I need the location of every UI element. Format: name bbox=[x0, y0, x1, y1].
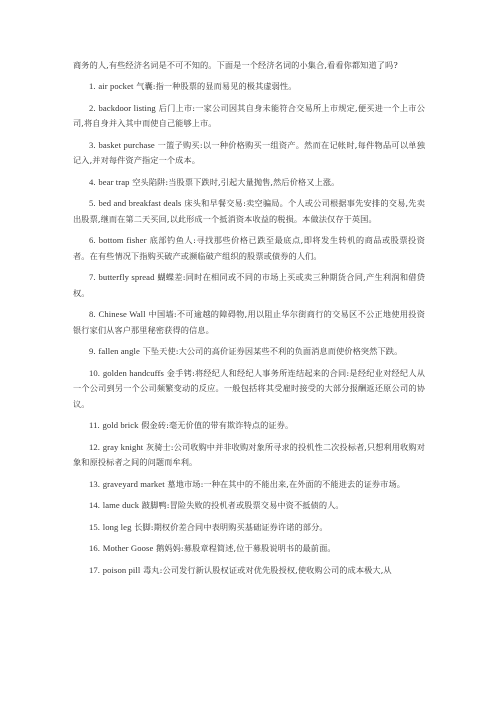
entry-number: 9. bbox=[89, 346, 96, 356]
entry-term: bottom fisher bbox=[98, 235, 147, 245]
entry-number: 7. bbox=[89, 272, 96, 282]
entry-term: golden handcuffs bbox=[102, 367, 164, 378]
entry-definition: 长脚:期权价差合同中表明购买基础证券许诺的部分。 bbox=[134, 521, 328, 532]
entry-number: 4. bbox=[89, 176, 96, 187]
entry-term: graveyard market bbox=[102, 478, 165, 489]
entry-number: 11. bbox=[89, 420, 100, 430]
entry-number: 2. bbox=[89, 102, 96, 113]
glossary-entry bbox=[73, 344, 425, 360]
entry-definition: 灰骑士:公司收购中并非收购对象所寻求的投机性二次投标者,只想利用收购对象和原投标者之间的问题而牟利。 bbox=[73, 441, 425, 467]
glossary-entry bbox=[73, 366, 425, 413]
entry-term: lame duck bbox=[102, 500, 140, 510]
entry-number: 14. bbox=[89, 500, 101, 510]
glossary-entry bbox=[73, 138, 425, 169]
entry-definition: 鹅妈妈:募股章程简述,位于募股说明书的最前面。 bbox=[156, 543, 336, 553]
glossary-entry bbox=[73, 418, 425, 434]
entry-term: poison pill bbox=[102, 564, 141, 575]
entry-term: long leg bbox=[102, 521, 132, 532]
glossary-entry bbox=[73, 520, 425, 536]
intro-paragraph: 商务的人,有些经济名词是不可不知的。下面是一个经济名词的小集合,看看你都知道了吗? bbox=[73, 60, 398, 70]
entry-definition: 中国墙:不可逾越的障碍物,用以阻止华尔街商行的交易区不公正地使用投资银行家们从客户那里秘密获得的信息。 bbox=[73, 309, 426, 335]
entry-definition: 跛脚鸭:冒险失败的投机者或股票交易中资不抵债的人。 bbox=[141, 500, 344, 510]
glossary-entry bbox=[73, 307, 425, 338]
entry-number: 17. bbox=[89, 564, 101, 575]
glossary-entry bbox=[73, 541, 425, 557]
entry-term: air pocket bbox=[98, 81, 134, 91]
entry-definition: 底部钓鱼人:寻找那些价格已跌至最底点,即将发生转机的商品或股票投资者。在有些情况下指购买破产或濒临破产组织的股票或债券的人们。 bbox=[73, 235, 426, 261]
entry-number: 12. bbox=[89, 441, 101, 452]
glossary-entry bbox=[73, 196, 425, 227]
glossary-entry bbox=[73, 498, 425, 514]
entry-term: butterfly spread bbox=[98, 272, 155, 282]
entry-definition: 蝴蝶差:同时在相同或不同的市场上买或卖三种期货合同,产生利润和借贷权。 bbox=[73, 272, 426, 298]
glossary-list bbox=[73, 79, 425, 578]
glossary-entry bbox=[73, 101, 425, 132]
entry-definition: 金手铐:将经纪人和经纪人事务所连结起来的合同:是经纪业对经纪人从一个公司到另一个公司频繁变动的反应。一般包括将其受雇时接受的大部分报酬返还原公司的协议。 bbox=[73, 367, 426, 409]
entry-number: 8. bbox=[89, 309, 96, 319]
entry-definition: 假金砖:毫无价值的带有欺诈特点的证券。 bbox=[141, 420, 294, 430]
entry-number: 5. bbox=[89, 198, 96, 208]
entry-term: bear trap bbox=[98, 176, 130, 187]
glossary-entry bbox=[73, 477, 425, 493]
entry-number: 3. bbox=[89, 139, 96, 150]
entry-number: 15. bbox=[89, 521, 101, 532]
document-page bbox=[73, 58, 425, 584]
entry-term: Chinese Wall bbox=[98, 309, 146, 319]
entry-definition: 气囊:指一种股票的显而易见的极其虚弱性。 bbox=[136, 81, 297, 91]
entry-term: Mother Goose bbox=[102, 543, 154, 553]
entry-definition: 一篮子购买:以一种价格购买一组资产。然而在记帐时,每件物品可以单独记入,并对每件资产指定一个成本。 bbox=[73, 139, 425, 165]
entry-term: bed and breakfast deals bbox=[98, 198, 182, 208]
glossary-entry bbox=[73, 79, 425, 95]
entry-definition: 后门上市:一家公司因其自身未能符合交易所上市规定,便买进一个上市公司,将自身并入其中而使自己能够上市。 bbox=[73, 102, 426, 128]
entry-term: gold brick bbox=[102, 420, 139, 430]
glossary-entry bbox=[73, 440, 425, 471]
entry-definition: 墓地市场:一种在其中的不能出来,在外面的不能进去的证券市场。 bbox=[167, 478, 406, 489]
entry-number: 16. bbox=[89, 543, 101, 553]
entry-number: 1. bbox=[89, 81, 96, 91]
glossary-entry bbox=[73, 175, 425, 191]
entry-term: fallen angle bbox=[98, 346, 140, 356]
entry-definition: 毒丸:公司发行新认股权证或对优先股授权,使收购公司的成本极大,从 bbox=[143, 564, 392, 575]
entry-number: 10. bbox=[89, 367, 101, 378]
entry-number: 6. bbox=[89, 235, 96, 245]
entry-definition: 下坠天使:大公司的高价证券因某些不利的负面消息而使价格突然下跌。 bbox=[142, 346, 403, 356]
glossary-entry bbox=[73, 270, 425, 301]
entry-number: 13. bbox=[89, 478, 101, 489]
glossary-entry bbox=[73, 563, 425, 579]
entry-term: basket purchase bbox=[98, 139, 155, 150]
entry-term: backdoor listing bbox=[98, 102, 156, 113]
entry-term: gray knight bbox=[102, 441, 144, 452]
glossary-entry bbox=[73, 233, 425, 264]
entry-definition: 空头陷阱:当股票下跌时,引起大量抛售,然后价格又上涨。 bbox=[132, 176, 340, 187]
entry-definition: 床头和早餐交易:卖空骗局。个人或公司根据事先安排的交易,先卖出股票,继而在第二天买回,以此形成一个抵消资本收益的税损。本做法仅存于英国。 bbox=[73, 198, 425, 224]
